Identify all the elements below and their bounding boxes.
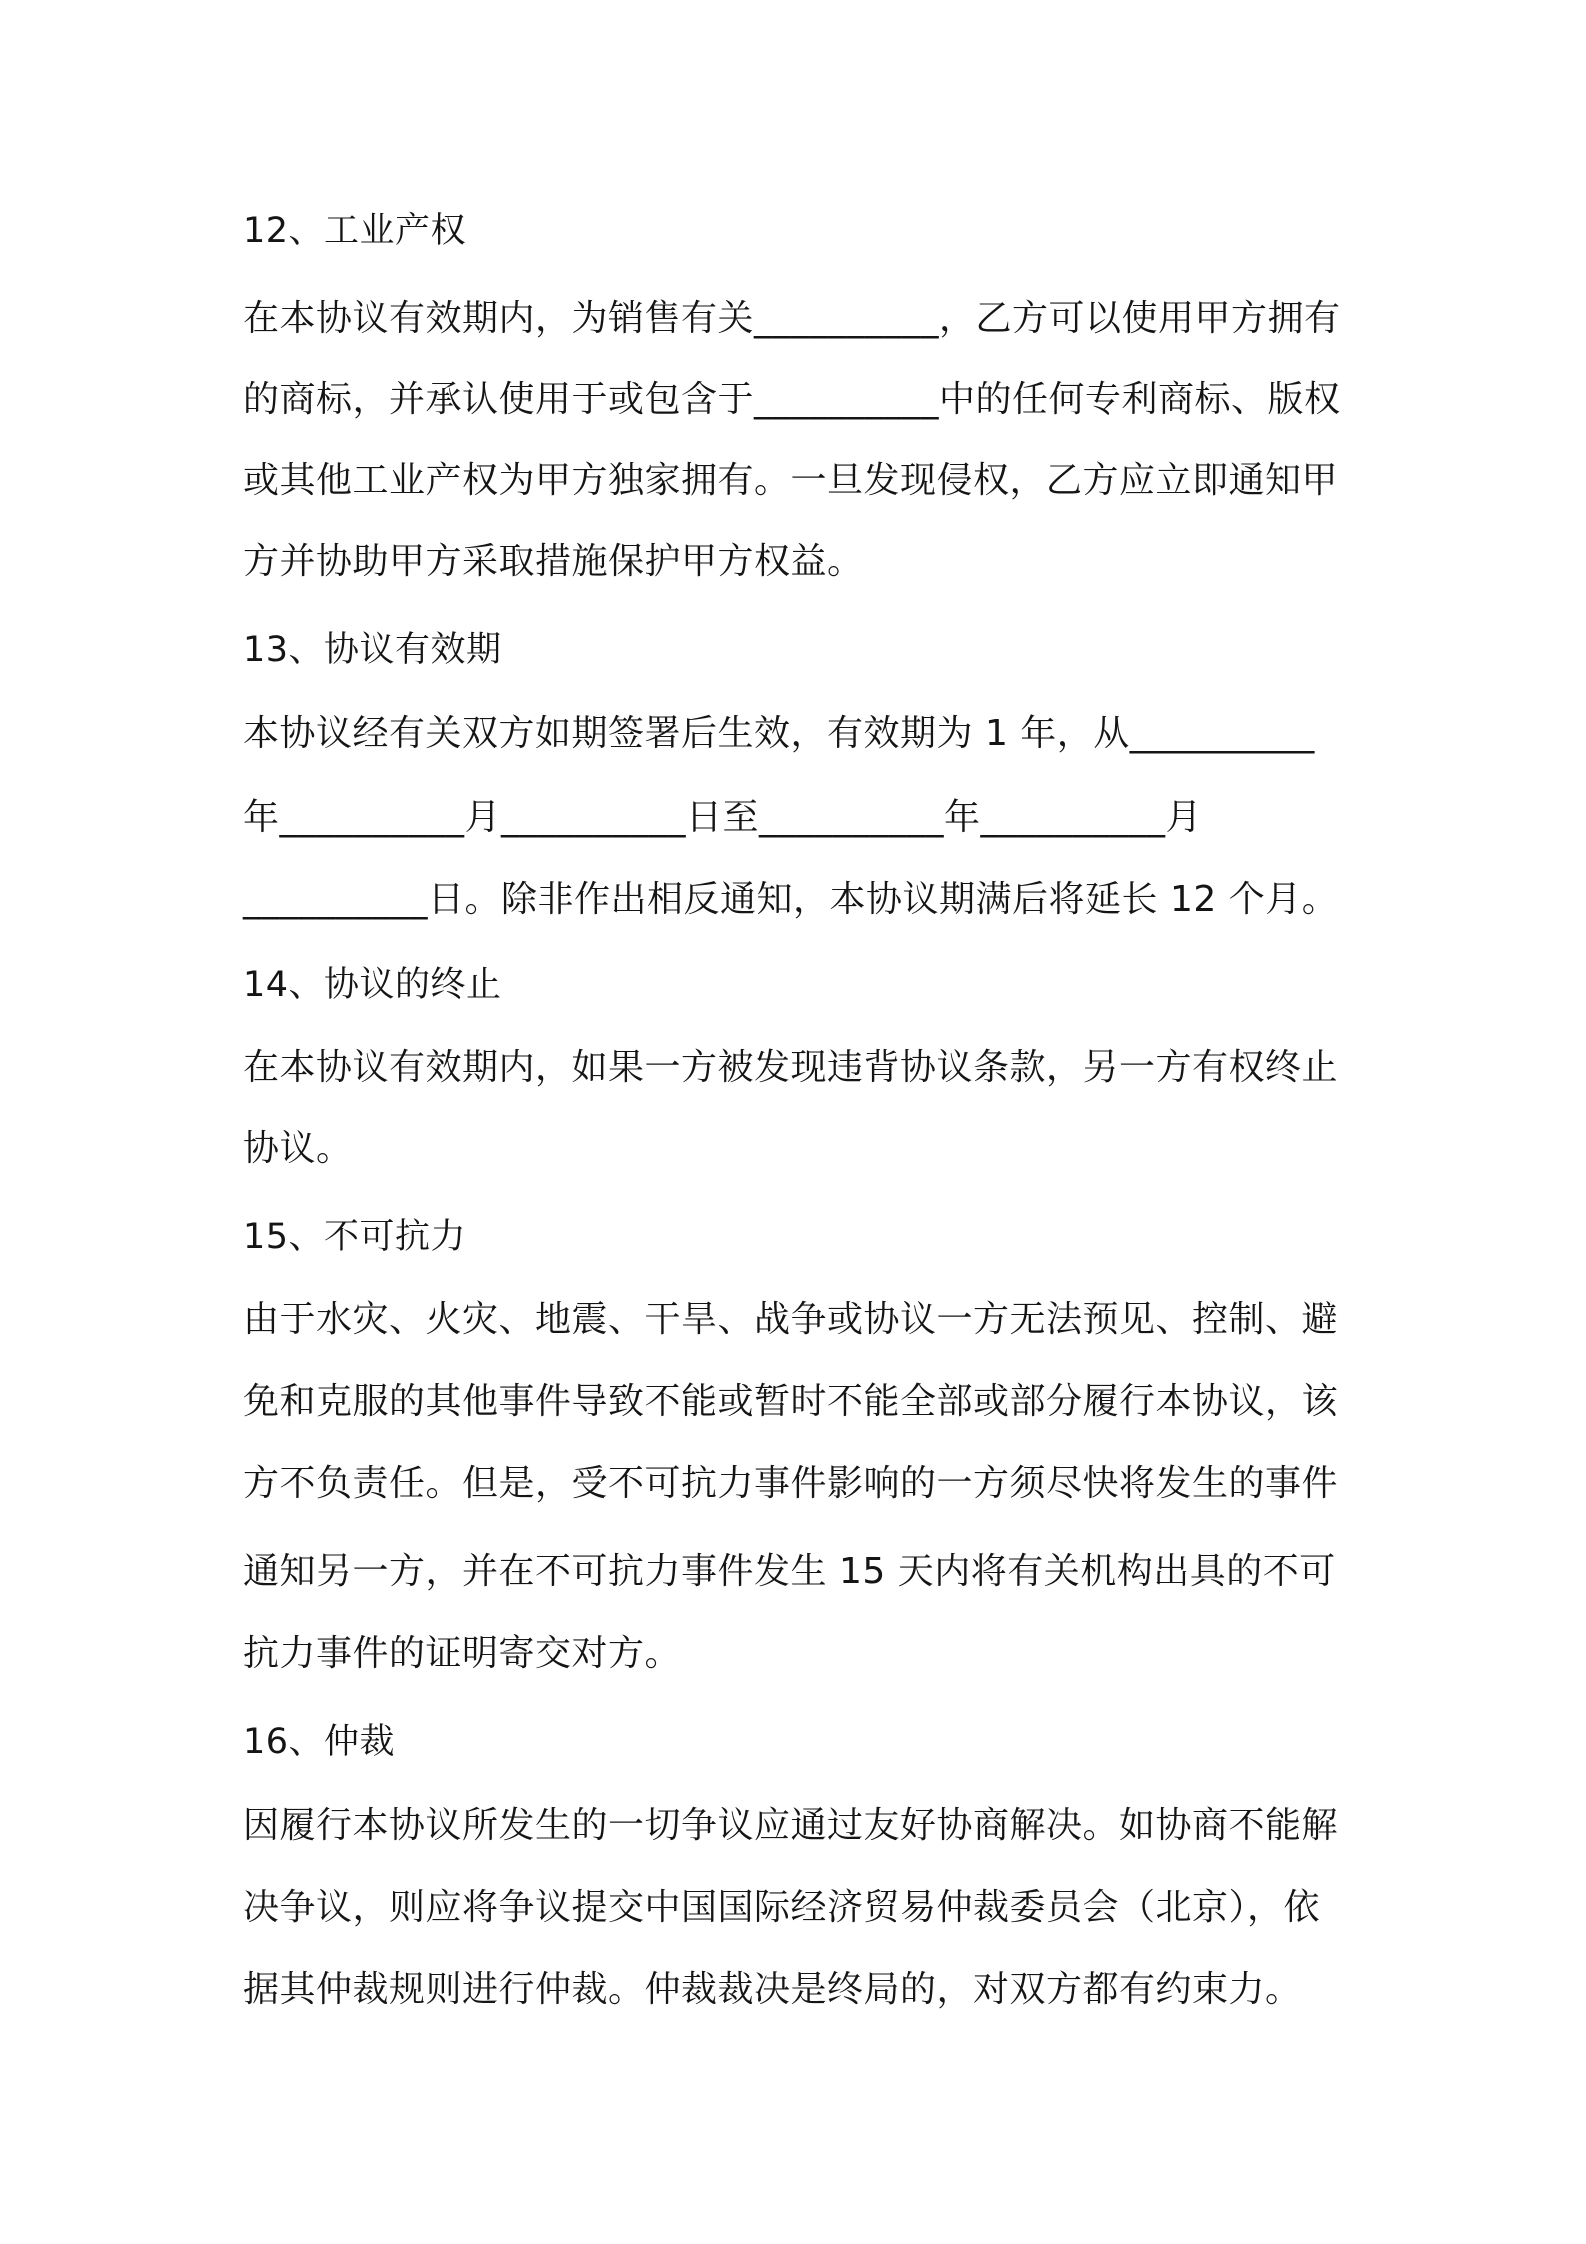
section-13-heading: 13、协议有效期	[243, 630, 502, 670]
section-14-line-2: 协议。	[243, 1128, 353, 1169]
section-16-line-3: 据其仲裁规则进行仲裁。仲裁裁决是终局的，对双方都有约束力。	[243, 1969, 1302, 2010]
section-16-line-2: 决争议，则应将争议提交中国国际经济贸易仲裁委员会（北京），依	[243, 1887, 1321, 1928]
section-12-line-1: 在本协议有效期内，为销售有关__________，乙方可以使用甲方拥有	[243, 298, 1341, 339]
section-13-line-2: 年__________月__________日至__________年__________月	[243, 797, 1203, 838]
section-12-line-2: 的商标，并承认使用于或包含于__________中的任何专利商标、版权	[243, 379, 1341, 420]
section-12-line-3: 或其他工业产权为甲方独家拥有。一旦发现侵权，乙方应立即通知甲	[243, 460, 1339, 501]
section-14-line-1: 在本协议有效期内，如果一方被发现违背协议条款，另一方有权终止	[243, 1047, 1339, 1088]
section-16-heading: 16、仲裁	[243, 1722, 396, 1762]
section-13-line-3: __________日。除非作出相反通知，本协议期满后将延长 12 个月。	[243, 879, 1339, 920]
section-15-line-1: 由于水灾、火灾、地震、干旱、战争或协议一方无法预见、控制、避	[243, 1299, 1339, 1340]
section-15-line-5: 抗力事件的证明寄交对方。	[243, 1633, 682, 1674]
section-13-line-1: 本协议经有关双方如期签署后生效，有效期为 1 年，从__________	[243, 713, 1315, 754]
section-15-line-4: 通知另一方，并在不可抗力事件发生 15 天内将有关机构出具的不可	[243, 1551, 1336, 1592]
section-15-heading: 15、不可抗力	[243, 1217, 467, 1257]
section-12-heading: 12、工业产权	[243, 211, 467, 251]
section-15-line-3: 方不负责任。但是，受不可抗力事件影响的一方须尽快将发生的事件	[243, 1463, 1339, 1504]
section-16-line-1: 因履行本协议所发生的一切争议应通过友好协商解决。如协商不能解	[243, 1805, 1339, 1846]
section-12-line-4: 方并协助甲方采取措施保护甲方权益。	[243, 541, 864, 582]
section-15-line-2: 免和克服的其他事件导致不能或暂时不能全部或部分履行本协议，该	[243, 1381, 1339, 1422]
section-14-heading: 14、协议的终止	[243, 965, 502, 1005]
